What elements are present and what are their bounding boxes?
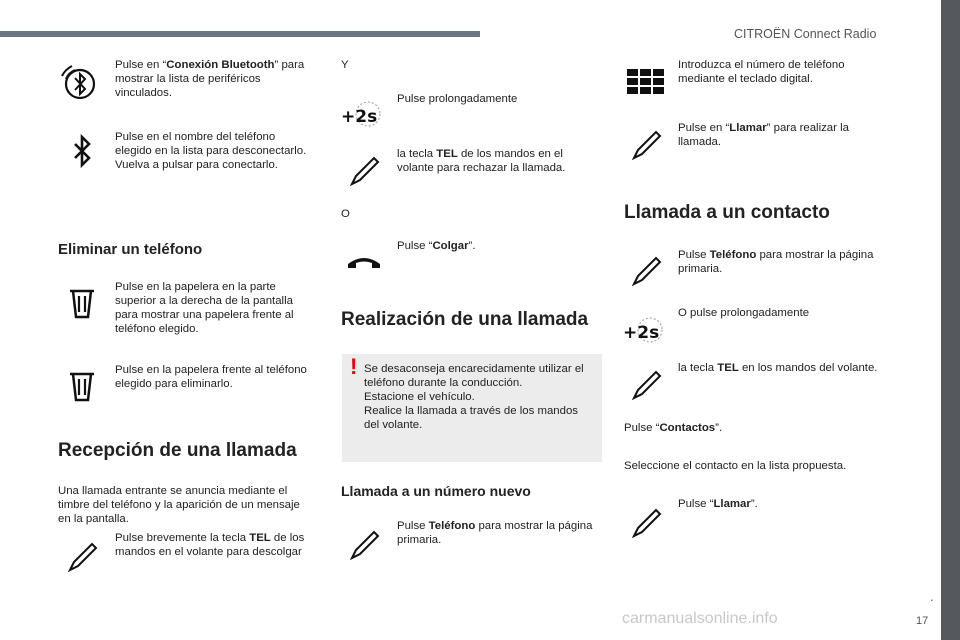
contacts-text: Pulse “Contactos”. [624,422,723,434]
and-label: Y [341,59,349,71]
warning-box [342,354,602,462]
new-number-heading: Llamada a un número nuevo [341,483,531,499]
warning-icon: ! [350,354,358,379]
keypad-text: Introduzca el número de teléfono mediante el teclado digital. [678,59,845,85]
brand-title: CITROËN Connect Radio [734,27,877,41]
bluetooth-icon [62,132,102,172]
long-press-2s-icon [340,97,384,133]
pen-icon [64,538,104,578]
delete-phone-heading: Eliminar un teléfono [58,241,203,258]
page-number: 17 [916,615,929,627]
pen-icon [346,152,386,192]
receive-step-text: Pulse brevemente la tecla TEL de los mandos en el volante para descolgar [115,532,305,558]
bt-name-text: Pulse en el nombre del teléfono elegido en la lista para desconectarlo. Vuelva a pulsar para conectarlo. [115,131,307,171]
trash-step-1: Pulse en la papelera en la parte superior a la derecha de la pantalla para mostrar una papelera frente al teléfono elegido. [115,281,294,335]
call2-text: Pulse “Llamar”. [678,498,758,510]
tel-reject-text: la tecla TEL de los mandos en el volante para rechazar la llamada. [397,148,566,174]
svg-text:+2s: +2s [341,107,378,127]
pen-icon [346,526,386,566]
keypad-icon [626,68,666,96]
watermark: carmanualsonline.info [622,610,778,627]
pen-icon [628,504,668,544]
or-long-press-text: O pulse prolongadamente [678,307,810,319]
trash-icon [62,366,102,406]
receive-intro-text: Una llamada entrante se anuncia mediante el timbre del teléfono y la aparición de un mensaje en la pantalla. [58,485,300,525]
select-contact-text: Seleccione el contacto en la lista propuesta. [624,460,847,472]
contact-phone-step: Pulse Teléfono para mostrar la página primaria. [678,249,874,275]
header-bar [0,31,480,37]
pen-icon [628,366,668,406]
trash-icon [62,283,102,323]
long-press-text: Pulse prolongadamente [397,93,518,105]
trash-step-2: Pulse en la papelera frente al teléfono elegido para eliminarlo. [115,364,307,390]
tel-step-text: la tecla TEL en los mandos del volante. [678,362,878,374]
page-dot: . [930,589,934,604]
call-text: Pulse en “Llamar” para realizar la llamada. [678,122,849,148]
contact-call-heading: Llamada a un contacto [624,202,830,223]
pen-icon [628,126,668,166]
hang-up-icon [344,248,384,272]
or-label: O [341,208,350,220]
receive-call-heading: Recepción de una llamada [58,440,297,461]
bluetooth-connection-icon [58,62,98,102]
svg-text:+2s: +2s [623,323,660,343]
pen-icon [628,252,668,292]
warning-text: Se desaconseja encarecidamente utilizar el teléfono durante la conducción. Estacione el vehículo. Realice la llamada a través de los mandos del volante. [364,363,584,431]
make-call-heading: Realización de una llamada [341,309,589,330]
bt-list-text: Pulse en “Conexión Bluetooth” para mostrar la lista de periféricos vinculados. [115,59,305,99]
phone-step-text: Pulse Teléfono para mostrar la página primaria. [397,520,593,546]
long-press-2s-icon [622,313,666,349]
hangup-text: Pulse “Colgar”. [397,240,476,252]
side-strip [941,0,960,640]
